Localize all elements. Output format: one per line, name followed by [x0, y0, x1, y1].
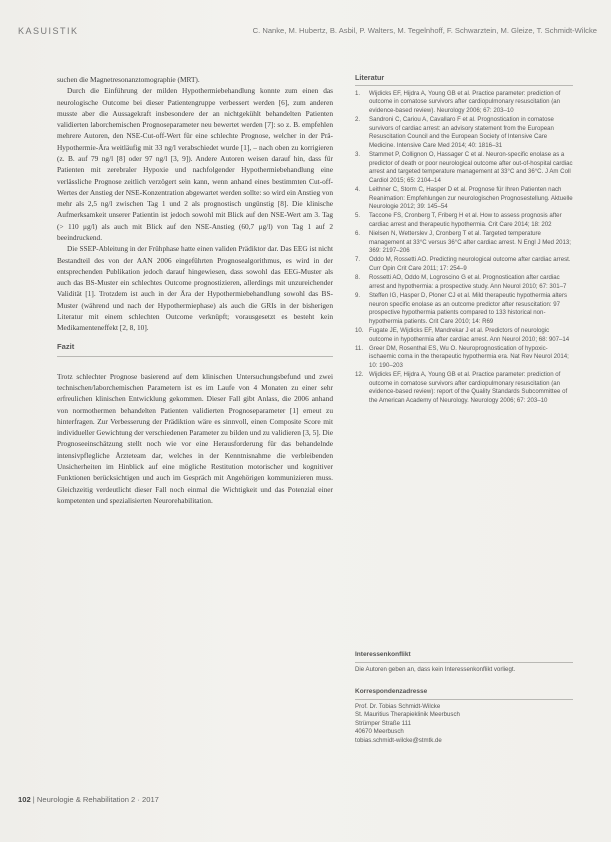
reference-text: Stammet P, Collignon O, Hassager C et al. Neuron-specific enolase as a predictor of death or poor neurological outcome after out-of-hospital cardiac arrest and targeted temperature management at 33°C and 36°C. J Am Coll Cardiol 2015; 65: 2104–14 — [369, 150, 573, 184]
reference-item — [355, 345, 573, 371]
reference-text: Oddo M, Rossetti AO. Predicting neurological outcome after cardiac arrest. Curr Opin Crit Care 2011; 17: 254–9 — [369, 256, 571, 273]
reference-number: 1. — [355, 89, 361, 97]
contact-line: St. Mauritius Therapieklinik Meerbusch — [355, 711, 460, 719]
reference-number: 2. — [355, 115, 361, 123]
footer-separator: | — [32, 795, 37, 804]
interest-text: Die Autoren geben an, dass kein Interessenkonflikt vorliegt. — [355, 665, 516, 673]
reference-number: 9. — [355, 292, 361, 299]
reference-number: 11. — [355, 344, 364, 352]
reference-item — [355, 371, 573, 405]
reference-item — [355, 292, 573, 326]
reference-item — [355, 116, 573, 150]
left-column — [57, 74, 333, 506]
reference-number: 3. — [355, 150, 361, 158]
interest-heading: Interessenkonflikt — [355, 651, 573, 663]
fazit-paragraph: Trotz schlechter Prognose basierend auf dem klinischen Untersuchungsbefund und zwei technischen/laborchemischen Parametern ist es im Laufe von 4 Monaten zu einer sehr erfreulichen klinischen Entwicklung gekommen. Dieser Fall gibt Anlass, die 2006 anhand von normothermen behandelten Patienten validierten Prognoseparameter [1] erneut zu hinterfragen. Zur Verbesserung der Prädiktion wäre es sinnvoll, einen Composite Score mit individueller Gewichtung der verschiedenen Parameter zu bilden und zu validieren [3, 5]. Die Prognoseeinschätzung stellt noch wie vor eine Herausforderung für das behandelnde intensivpflegliche Ärzteteam dar, welches in der Kenntnisnahme die verbleibenden Unsicherheiten im Hinblick auf eine mögliche Restitution motorischer und kognitiver Funktionen berücksichtigen und auch im Gespräch mit Angehörigen kommunizieren muss. Gleichzeitig verdeutlicht dieser Fall noch einmal die Wichtigkeit und das Potenzial einer kompetenten und spezialisierten Neurorehabilitation. — [57, 371, 333, 505]
reference-text: Fugate JE, Wijdicks EF, Mandrekar J et al. Predictors of neurologic outcome in hypothermia after cardiac arrest. Ann Neurol 2010; 68: 907–14 — [369, 326, 570, 343]
reference-text: Sandroni C, Cariou A, Cavallaro F et al. Prognostication in comatose survivors of cardiac arrest: an advisory statement from the European Resuscitation Council and the European Society of Intensive Care Medicine. Intensive Care Med 2014; 40: 1816–31 — [369, 115, 554, 149]
reference-number: 4. — [355, 185, 361, 193]
conflict-of-interest-box — [355, 651, 573, 674]
reference-item — [355, 230, 573, 256]
contact-heading: Korrespondenzadresse — [355, 688, 573, 700]
reference-item — [355, 151, 573, 185]
contact-line: Prof. Dr. Tobias Schmidt-Wilcke — [355, 702, 441, 710]
paragraph: Durch die Einführung der milden Hypothermiebehandlung konnte zum einen das neurologische Outcome bei dieser Patientengruppe verbessert werden [6], zum anderen musste aber die Aussagekraft insbesondere der an nichtgekühlt behandelten Patienten validierten laborchemischen Prognoseparameter neu bewertet werden [7]: so z. B. empfehlen mehrere Autoren, den NSE-Cut-off-Wert für eine schlechte Prognose, welcher in der Prä-Hypothermie-Ära weitläufig mit 33 ng/l verabschiedet wurde [1], – nach oben zu korrigieren (z. B. auf 79 ng/l [8] oder 97 ng/l [3, 9]). Andere Autoren weisen darauf hin, dass für Patienten mit zerebraler Hypoxie und nachfolgender Hypothermiebehandlung eine verlässliche Prognose zeitlich verzögert sein kann, wenn anhand eines bestimmten Cut-off-Wertes der Anstieg der NSE-Konzentration abgewartet werden sollte: so wird ein Anstieg von mehr als 2,5 ng/l zwischen Tag 1 und 2 als prognostisch ungünstig [8]. Die klinische Aufmerksamkeit unserer Patientin ist jedoch sowohl mit Blick auf den NSE-Wert am 3. Tag (> 110 μg/l) als auch mit Blick auf den NSE-Anstieg (60,7 μg/l) von Tag 1 auf 2 beeindruckend. — [57, 86, 333, 242]
reference-number: 8. — [355, 274, 361, 282]
reference-text: Leithner C, Storm C, Hasper D et al. Prognose für Ihren Patienten nach Reanimation: Empfehlungen zur neurologischen Prognosestellung. Aktuelle Neurologie 2012; 39: 145–54 — [369, 185, 573, 211]
reference-list — [355, 90, 573, 406]
paragraph: suchen die Magnetresonanztomographie (MRT). — [57, 75, 200, 84]
reference-number: 10. — [355, 326, 364, 334]
reference-text: Greer DM, Rosenthal ES, Wu O. Neuroprognostication of hypoxic-ischaemic coma in the therapeutic hypothermia era. Nat Rev Neurol 2014; 10: 190–203 — [369, 344, 569, 369]
running-authors: C. Nanke, M. Hubertz, B. Asbil, P. Walters, M. Tegelnhoff, F. Schwarztein, M. Gleize, T. Schmidt-Wilcke — [252, 26, 597, 35]
reference-text: Taccone FS, Cronberg T, Friberg H et al. How to assess prognosis after cardiac arrest and therapeutic hypothermia. Crit Care 2014; 18: 202 — [369, 212, 562, 228]
reference-item — [355, 274, 573, 291]
reference-item — [355, 186, 573, 212]
fazit-heading: Fazit — [57, 341, 333, 356]
paragraph: Die SSEP-Ableitung in der Frühphase hatte einen validen Prädiktor dar. Das EEG ist nicht Bestandteil des von der AAN 2006 eingeführten Prognosealgorithmus, es wird in der entsprechenden Publikation jedoch darauf hingewiesen, dass sowohl das EEG-Muster als auch das BS-Muster ein schlechtes Outcome prognostizieren, allerdings mit unzureichender Validität [1]. Trotzdem ist auch in der Ära der Hypothermiebehandlung sowohl das BS-Muster (während und nach der Hypothermiephase) als auch die GRIs in der bisherigen Literatur mit einem schlechten Outcome verknüpft; vorausgesetzt es besteht kein Medikamenteneffekt [2, 8, 10]. — [57, 244, 333, 333]
journal-name: Neurologie & Rehabilitation 2 · 2017 — [36, 795, 159, 804]
reference-item — [355, 256, 573, 273]
reference-text: Steffen IG, Hasper D, Ploner CJ et al. Mild therapeutic hypothermia alters neuron specific enolase as an outcome predictor after resuscitation: 97 prospective hypothermia patients compared to 133 historical non-hypothermia patients. Crit Care 2010; 14: R69 — [369, 292, 568, 325]
reference-number: 12. — [355, 371, 364, 379]
reference-number: 5. — [355, 212, 361, 220]
reference-text: Nielsen N, Wetterslev J, Cronberg T et al. Targeted temperature management at 33°C versus 36°C after cardiac arrest. N Engl J Med 2013; 369: 2197–206 — [369, 230, 572, 255]
section-label: KASUISTIK — [18, 26, 79, 36]
contact-line: Strümper Straße 111 — [355, 719, 411, 727]
reference-text: Rossetti AO, Oddo M, Logroscino G et al. Prognostication after cardiac arrest and hypothermia: a prospective study. Ann Neurol 2010; 67: 301–7 — [369, 274, 567, 290]
references-column — [355, 74, 573, 406]
reference-number: 6. — [355, 230, 361, 238]
reference-item — [355, 90, 573, 116]
page-header — [18, 26, 597, 42]
reference-number: 7. — [355, 256, 361, 264]
reference-item — [355, 212, 573, 229]
reference-text: Wijdicks EF, Hijdra A, Young GB et al. Practice parameter: prediction of outcome in comatose survivors after cardiopulmonary resuscitation (an evidence-based review). Neurology 2006; 67: 203–10 — [369, 89, 561, 114]
contact-line: 40670 Meerbusch — [355, 728, 404, 736]
contact-email[interactable]: tobias.schmidt-wilcke@stmtk.de — [355, 736, 442, 744]
reference-item — [355, 327, 573, 344]
reference-text: Wijdicks EF, Hijdra A, Young GB et al. Practice parameter: prediction of outcome in comatose survivors after cardiopulmonary resuscitation (an evidence-based review): report of the Quality Standards Subcommittee of the American Academy of Neurology. Neurology 2006; 67: 203–10 — [369, 371, 568, 404]
page-number: 102 — [18, 795, 31, 804]
correspondence-box — [355, 688, 573, 746]
page-footer — [18, 795, 159, 804]
references-heading: Literatur — [355, 74, 573, 86]
